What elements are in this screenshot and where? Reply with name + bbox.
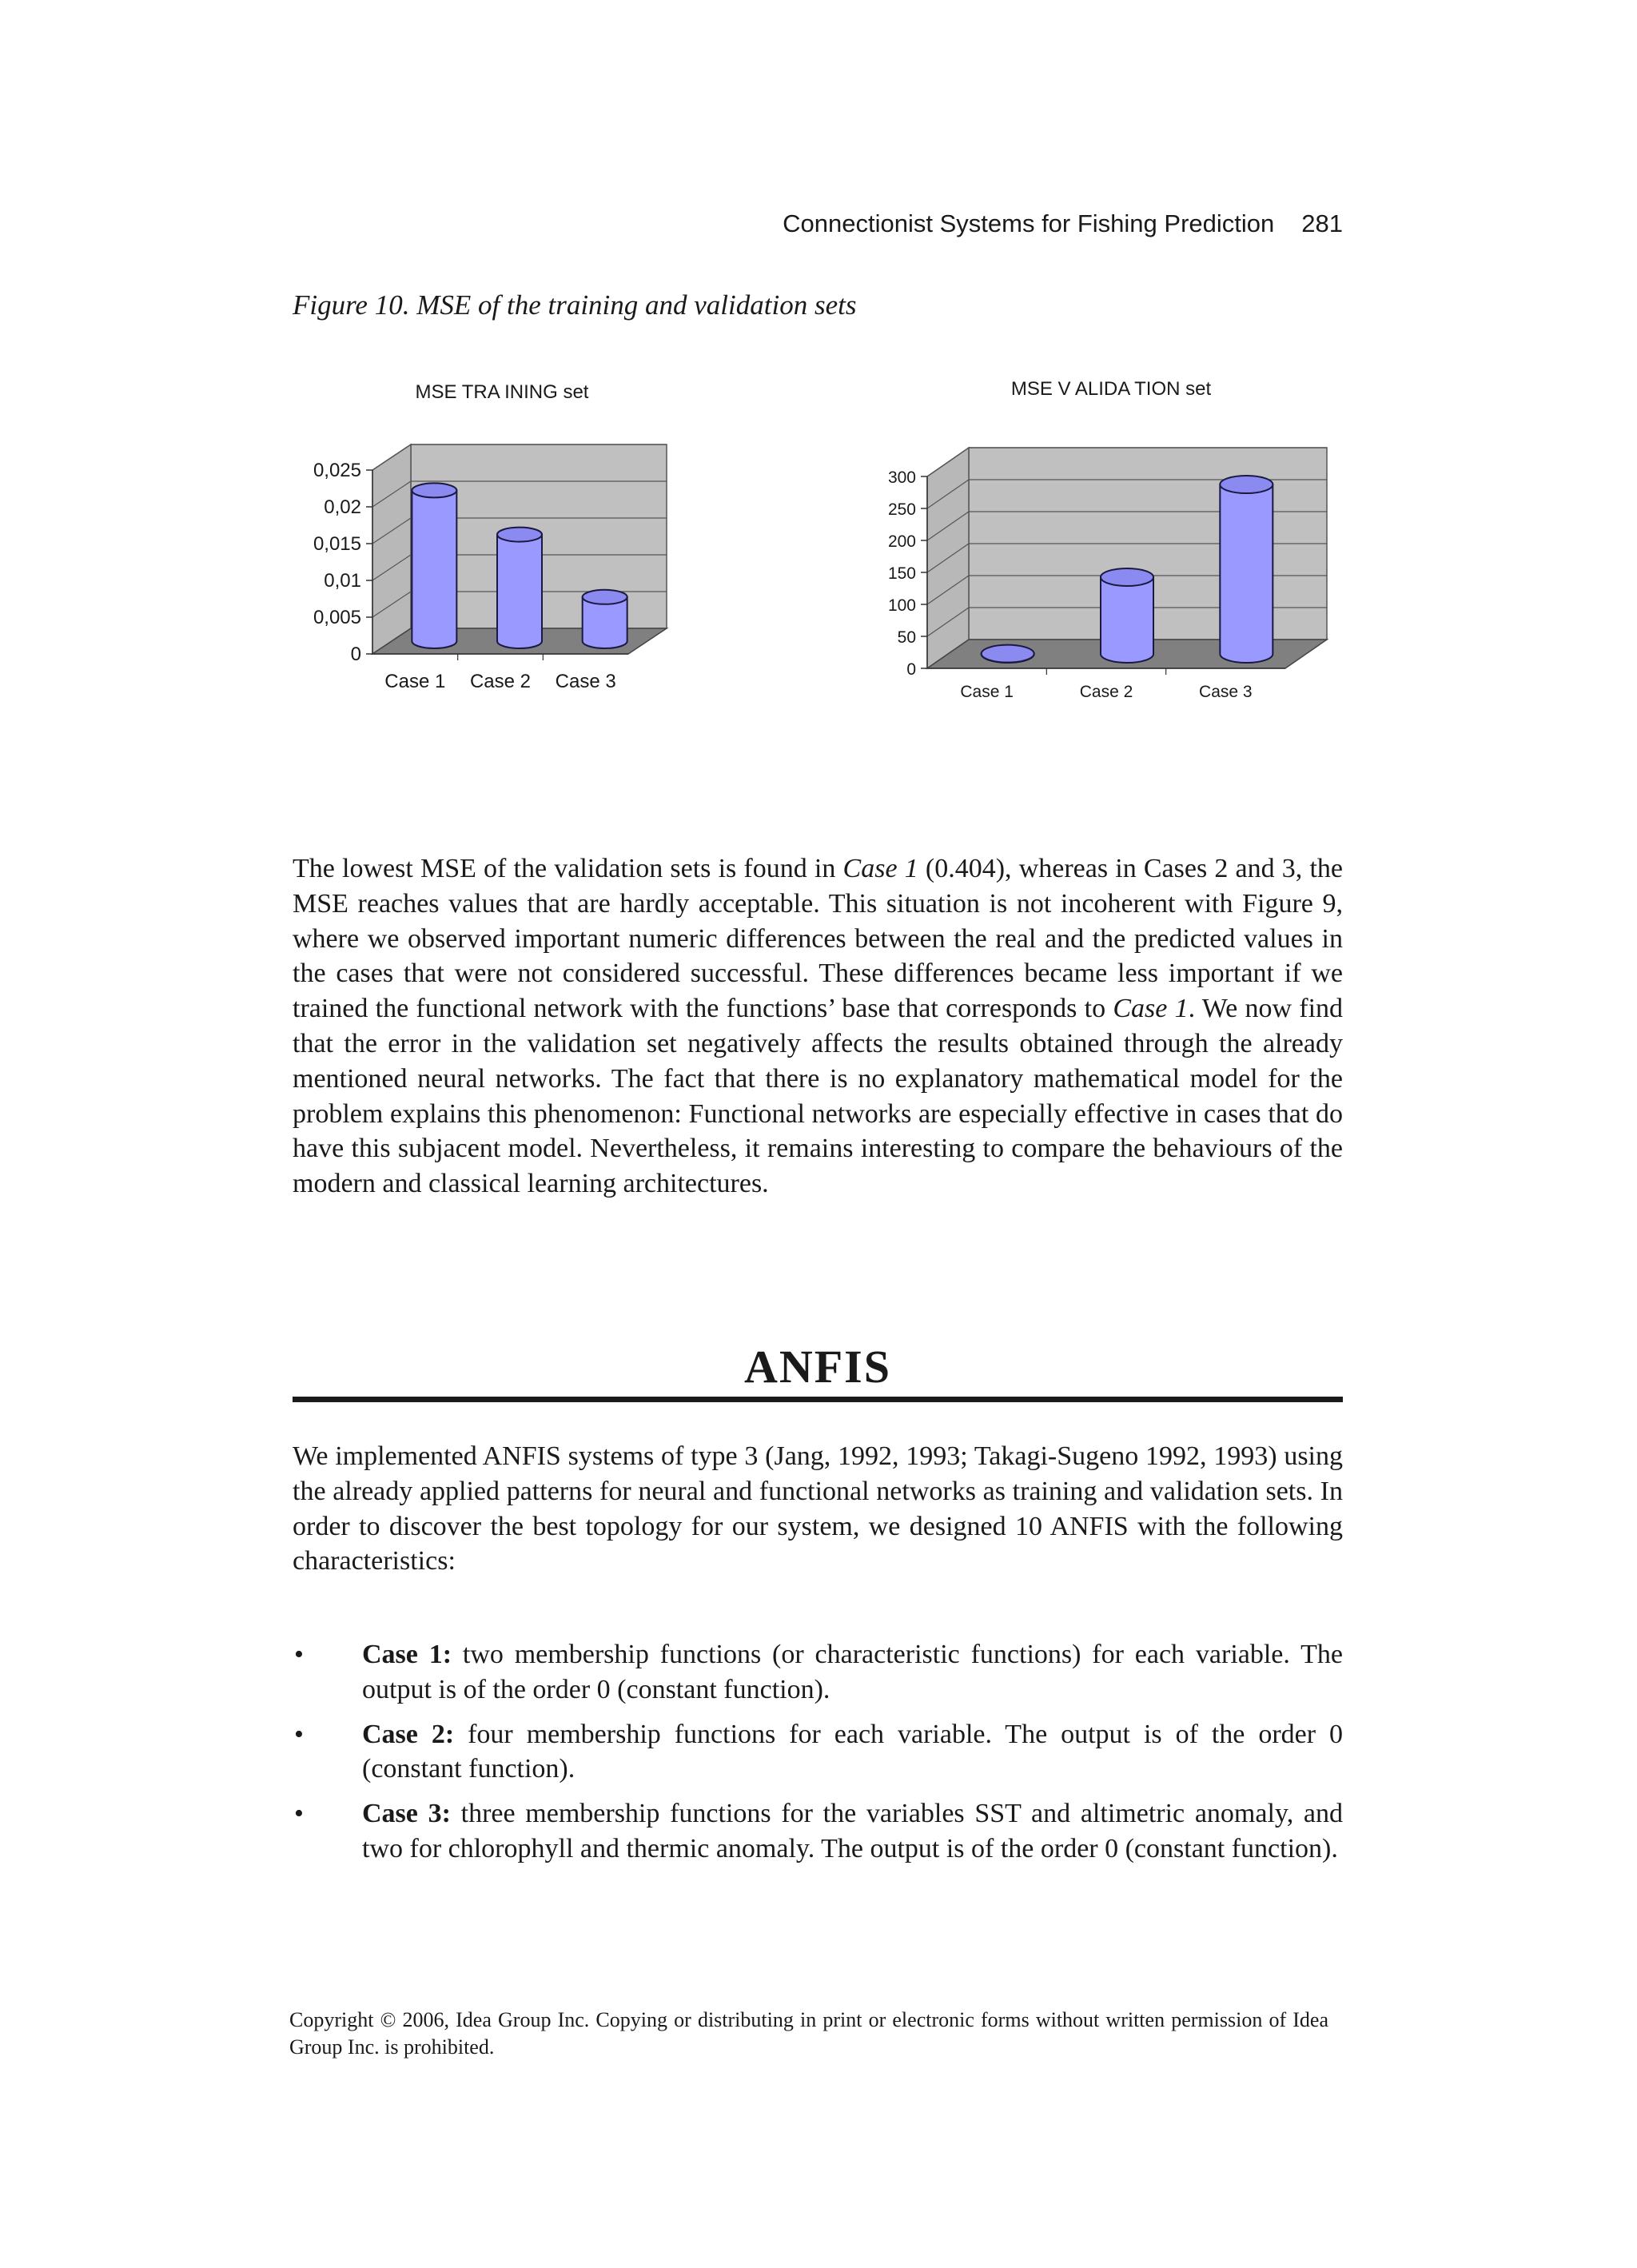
chart-side-wall <box>372 444 411 654</box>
case-description: two membership functions (or characteristic functions) for each variable. The output is of the order 0 (constant function). <box>362 1640 1343 1704</box>
running-title: Connectionist Systems for Fishing Prediction <box>783 209 1275 237</box>
case-label: Case 3: <box>362 1799 451 1829</box>
paragraph-text: The lowest MSE of the validation sets is found in <box>293 854 843 883</box>
bar <box>1101 577 1153 663</box>
category-label: Case 2 <box>469 671 532 692</box>
paragraph-anfis-intro: We implemented ANFIS systems of type 3 (Jang, 1992, 1993; Takagi-Sugeno 1992, 1993) using the already applied patterns for neural and functional networks as training and validation sets. In order to discover the best topology for our system, we designed 10 ANFIS with the following characteristics: <box>293 1441 1343 1576</box>
category-label: Case 3 <box>1199 683 1253 701</box>
category-label: Case 1 <box>384 671 446 692</box>
bar-top <box>1101 568 1153 586</box>
case-description: four membership functions for each variable. The output is of the order 0 (constant function). <box>362 1719 1344 1784</box>
y-tick-label: 0,02 <box>324 496 361 518</box>
bar-top <box>583 590 627 604</box>
list-item <box>293 1717 1343 1788</box>
list-item <box>293 1637 1343 1708</box>
running-header <box>293 209 1343 238</box>
section-heading: ANFIS <box>743 1341 892 1393</box>
paragraph-mse-discussion <box>293 851 1343 1202</box>
bar-top <box>412 483 456 497</box>
y-tick-label: 50 <box>897 628 916 647</box>
y-tick-label: 100 <box>887 596 916 615</box>
case-reference: Case 1 <box>842 854 918 883</box>
y-tick-label: 0,015 <box>313 533 361 555</box>
y-tick-label: 150 <box>887 564 916 583</box>
y-tick-label: 200 <box>887 532 916 551</box>
figure-caption: Figure 10. MSE of the training and validation sets <box>293 289 857 321</box>
case-label: Case 1: <box>362 1640 452 1669</box>
y-tick-label: 0 <box>350 644 361 665</box>
y-tick-label: 0,005 <box>313 607 361 628</box>
bar-top <box>982 645 1034 663</box>
mse-training-chart <box>293 368 772 704</box>
bar <box>412 490 456 648</box>
heading-rule <box>293 1397 1343 1402</box>
case-label: Case 2: <box>362 1719 455 1749</box>
y-tick-label: 0,01 <box>324 570 361 592</box>
chart-title: MSE TRA INING set <box>415 381 589 403</box>
y-tick-label: 0 <box>906 660 916 679</box>
paragraph-text: . We now find that the error in the validation set negatively affects the results obtained through the already mentioned neural networks. The fact that there is no explanatory mathematical model for the problem explains this phenomenon: Functional networks are especially effective in cases that do have this subjacent model. Nevertheless, it remains interesting to compare the behaviours of the modern and classical learning architectures. <box>293 994 1344 1199</box>
category-label: Case 2 <box>1079 683 1133 701</box>
category-label: Case 1 <box>960 683 1014 701</box>
case-list <box>293 1637 1343 1876</box>
bullet-icon: • <box>294 1640 304 1669</box>
bar <box>497 535 542 648</box>
bar-top <box>497 528 542 542</box>
bullet-icon: • <box>294 1719 304 1749</box>
y-tick-label: 250 <box>887 500 916 519</box>
page-number: 281 <box>1301 209 1343 237</box>
paragraph-text: (0.404), whereas in Cases 2 and 3, the MSE reaches values that are hardly acceptable. This situation is not incoherent with Figure 9, where we observed important numeric differences between the real and the predicted values in the cases that were not considered successful. These differences became less important if we trained the functional network with the functions’ base that corresponds to <box>293 854 1343 1024</box>
copyright-notice: Copyright © 2006, Idea Group Inc. Copying or distributing in print or electronic forms without written permission of Idea Group Inc. is prohibited. <box>289 2008 1328 2059</box>
chart-title: MSE V ALIDA TION set <box>1010 378 1212 400</box>
case-description: three membership functions for the variables SST and altimetric anomaly, and two for chlorophyll and thermic anomaly. The output is of the order 0 (constant function). <box>362 1799 1343 1863</box>
bullet-icon: • <box>294 1799 304 1829</box>
mse-validation-chart <box>855 368 1367 704</box>
case-reference: Case 1 <box>1113 994 1189 1024</box>
category-label: Case 3 <box>555 671 616 692</box>
y-tick-label: 300 <box>887 468 916 487</box>
list-item <box>293 1796 1343 1867</box>
y-tick-label: 0,025 <box>313 460 361 481</box>
bar <box>1220 484 1273 663</box>
bar-top <box>1220 476 1273 493</box>
